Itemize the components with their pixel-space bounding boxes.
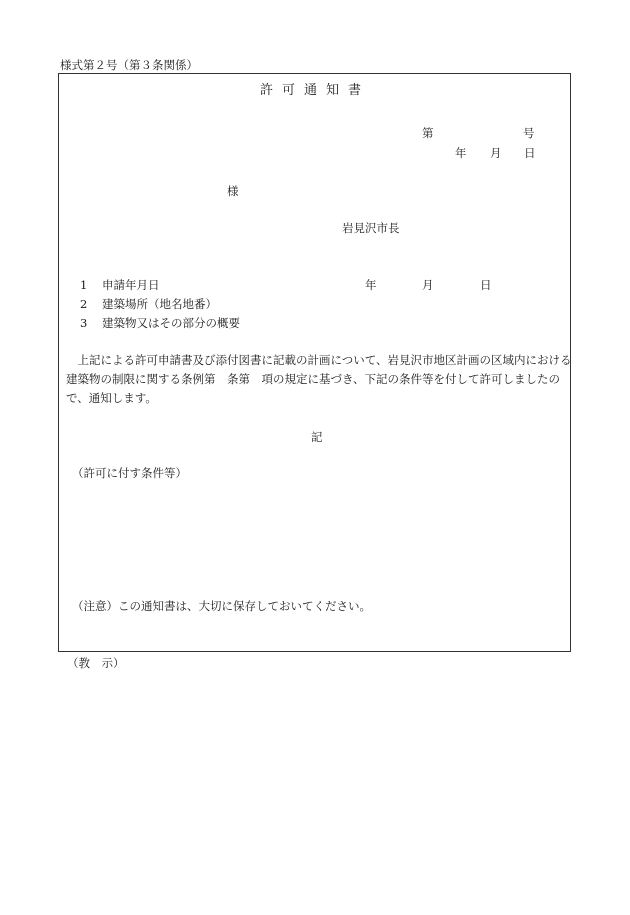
issue-date-month: 月 xyxy=(490,146,502,160)
issue-date-year: 年 xyxy=(455,146,467,160)
item-number: 2 xyxy=(80,297,88,311)
item-building-location-label: 建築場所（地名地番） xyxy=(102,297,217,311)
application-date-year: 年 xyxy=(365,278,377,292)
document-title: 許可通知書 xyxy=(260,83,371,98)
recipient-honorific: 様 xyxy=(227,184,239,198)
body-text-line: 上記による許可申請書及び添付図書に記載の計画について、岩見沢市地区計画の区域内における xyxy=(66,353,572,367)
instruction-label: （教 示） xyxy=(67,656,125,670)
caution-note: （注意）この通知書は、大切に保存しておいてください。 xyxy=(72,599,371,613)
conditions-label: （許可に付す条件等） xyxy=(72,466,187,480)
item-building-overview-label: 建築物又はその部分の概要 xyxy=(102,316,240,330)
item-number: 1 xyxy=(80,278,88,292)
body-text-line: で、通知します。 xyxy=(66,391,157,405)
document-number-suffix: 号 xyxy=(523,126,535,140)
form-number-label: 様式第２号（第３条関係） xyxy=(60,58,198,72)
application-date-month: 月 xyxy=(422,278,434,292)
body-text-line: 建築物の制限に関する条例第 条第 項の規定に基づき、下記の条件等を付して許可しましたの xyxy=(66,372,561,386)
document-number-prefix: 第 xyxy=(422,126,434,140)
ki-heading: 記 xyxy=(311,430,323,444)
item-application-date-label: 申請年月日 xyxy=(102,278,160,292)
item-number: 3 xyxy=(80,316,88,330)
application-date-day: 日 xyxy=(480,278,492,292)
issue-date-day: 日 xyxy=(524,146,536,160)
issuer-name: 岩見沢市長 xyxy=(342,221,400,235)
